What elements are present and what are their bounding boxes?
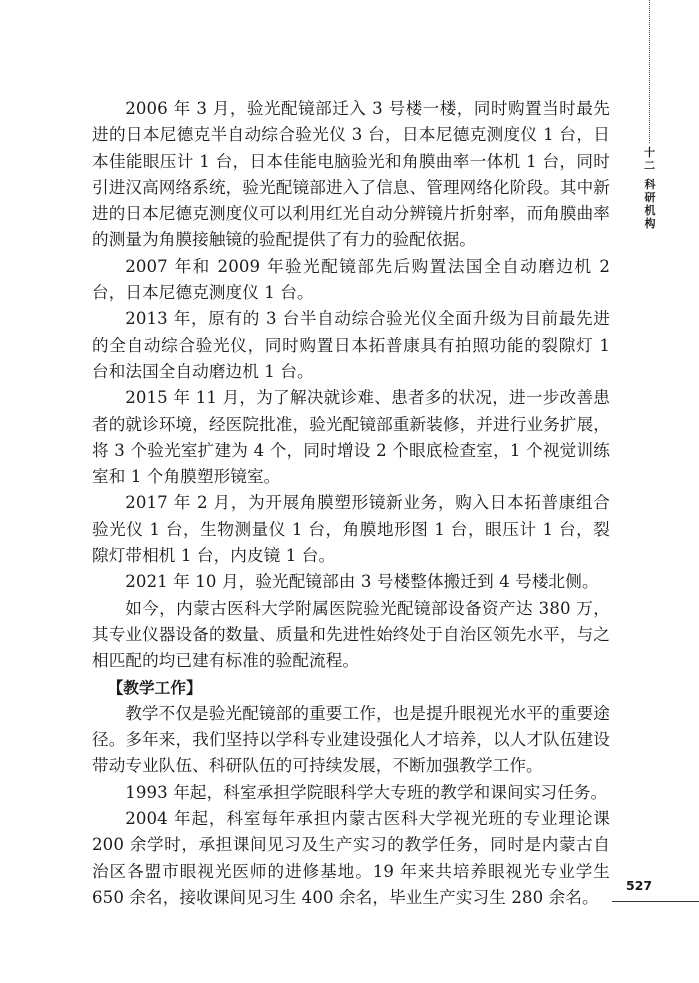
page-number-rule <box>612 901 699 902</box>
paragraph: 2004 年起，科室每年承担内蒙古医科大学视光班的专业理论课 200 余学时，承担课间见习及生产实习的教学任务，同时是内蒙古自治区各盟市眼视光医师的进修基地。19 年来共培养眼视光专业学生 650 余名，接收课间见习生 400 余名，毕业生产实习生 280 余名。 <box>92 809 610 907</box>
margin-dotted-rule <box>649 0 650 143</box>
chapter-title-char: 科 <box>644 178 656 191</box>
chapter-tab <box>641 146 659 230</box>
page-number: 527 <box>626 878 653 893</box>
paragraph: 2017 年 2 月，为开展角膜塑形镜新业务，购入日本拓普康组合验光仪 1 台，生物测量仪 1 台，角膜地形图 1 台，眼压计 1 台，裂隙灯带相机 1 台，内皮镜 1 台。 <box>92 493 610 566</box>
body-text <box>92 96 610 911</box>
paragraph: 2021 年 10 月，验光配镜部由 3 号楼整体搬迁到 4 号楼北侧。 <box>125 572 599 592</box>
paragraph: 2006 年 3 月，验光配镜部迁入 3 号楼一楼，同时购置当时最先进的日本尼德克半自动综合验光仪 3 台，日本尼德克测度仪 1 台，日本佳能眼压计 1 台，日本佳能电脑验光和角膜曲率一体机 1 台，同时引进汉高网络系统，验光配镜部进入了信息、管理网络化阶段。其中新进的日本尼德克测度仪可以利用红光自动分辨镜片折射率，而角膜曲率的测量为角膜接触镜的验配提供了有力的验配依据。 <box>92 99 610 250</box>
section-heading: 【教学工作】 <box>107 678 202 697</box>
chapter-title-char: 研 <box>644 191 656 204</box>
paragraph: 2013 年，原有的 3 台半自动综合验光仪全面升级为目前最先进的全自动综合验光仪，同时购置日本拓普康具有拍照功能的裂隙灯 1 台和法国全自动磨边机 1 台。 <box>92 309 610 381</box>
chapter-number: 十二 <box>644 146 656 172</box>
chapter-title <box>641 178 659 230</box>
paragraph: 教学不仅是验光配镜部的重要工作，也是提升眼视光水平的重要途径。多年来，我们坚持以学科专业建设强化人才培养，以人才队伍建设带动专业队伍、科研队伍的可持续发展，不断加强教学工作。 <box>92 703 610 776</box>
paragraph: 2015 年 11 月，为了解决就诊难、患者多的状况，进一步改善患者的就诊环境，经医院批准，验光配镜部重新装修，并进行业务扩展，将 3 个验光室扩建为 4 个，同时增设 2 个眼底检查室，1 个视觉训练室和 1 个角膜塑形镜室。 <box>92 388 610 487</box>
paragraph: 如今，内蒙古医科大学附属医院验光配镜部设备资产达 380 万，其专业仪器设备的数量、质量和先进性始终处于自治区领先水平，与之相匹配的均已建有标准的验配流程。 <box>92 598 610 671</box>
chapter-title-char: 机 <box>644 204 656 217</box>
chapter-title-char: 构 <box>644 217 656 230</box>
paragraph: 1993 年起，科室承担学院眼科学大专班的教学和课间实习任务。 <box>125 782 608 802</box>
paragraph: 2007 年和 2009 年验光配镜部先后购置法国全自动磨边机 2 台，日本尼德克测度仪 1 台。 <box>92 256 610 303</box>
